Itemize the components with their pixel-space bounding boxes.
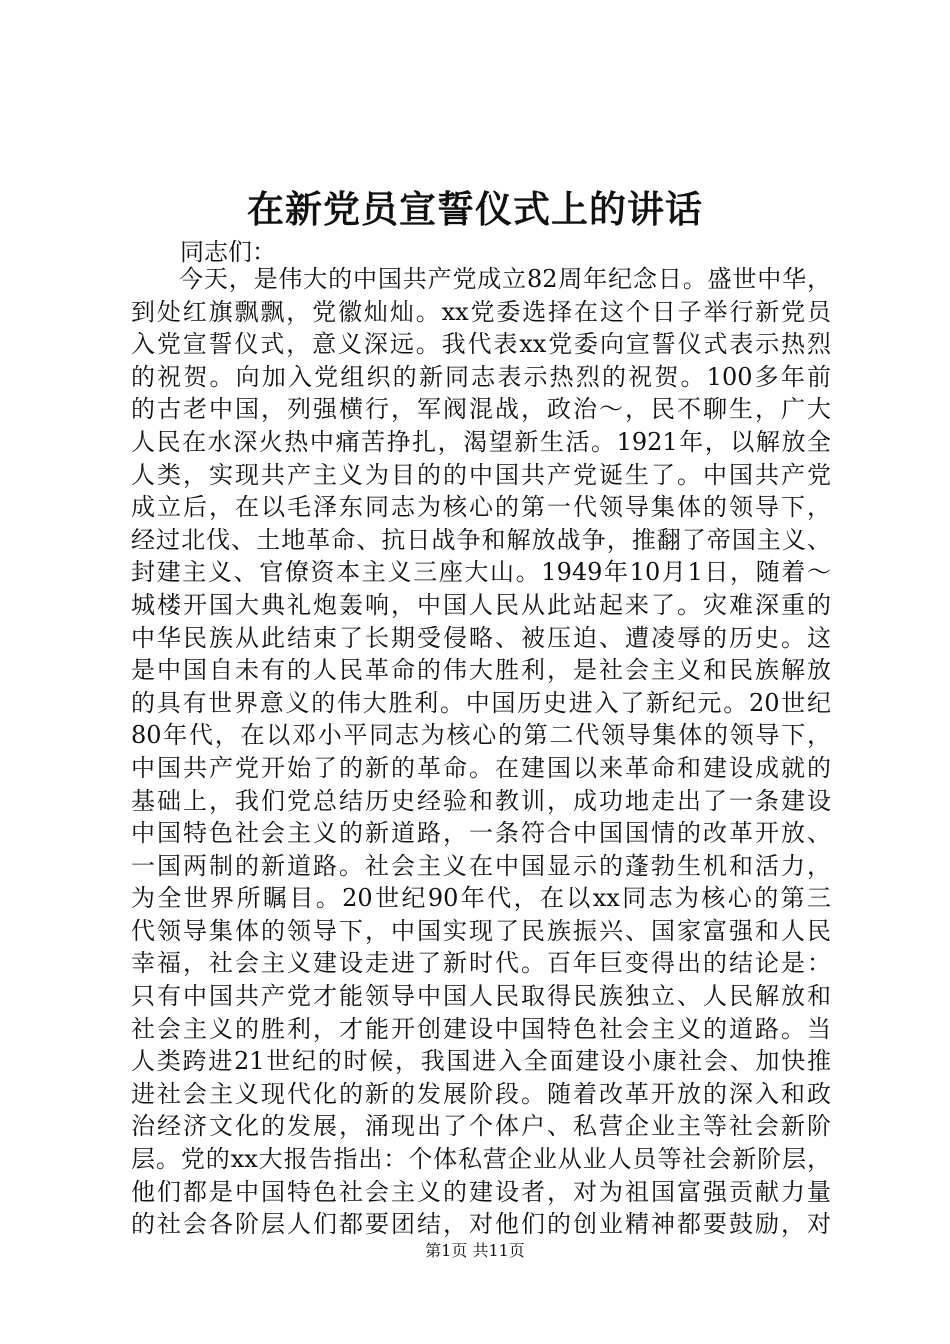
- body-line: 的祝贺。向加入党组织的新同志表示热烈的祝贺。100多年前: [131, 362, 831, 391]
- body-line: 为全世界所瞩目。20世纪90年代，在以xx同志为核心的第三: [131, 884, 831, 913]
- body-line: 中华民族从此结束了长期受侵略、被压迫、遭凌辱的历史。这: [131, 623, 831, 652]
- body-line: 社会主义的胜利，才能开创建设中国特色社会主义的道路。当: [131, 1014, 831, 1043]
- body-line: 进社会主义现代化的新的发展阶段。随着改革开放的深入和政: [131, 1079, 831, 1108]
- body-line: 80年代，在以邓小平同志为核心的第二代领导集体的领导下，: [131, 721, 831, 750]
- body-line: 幸福，社会主义建设走进了新时代。百年巨变得出的结论是：: [131, 949, 831, 978]
- body-line: 入党宣誓仪式，意义深远。我代表xx党委向宣誓仪式表示热烈: [131, 330, 831, 359]
- body-line: 封建主义、官僚资本主义三座大山。1949年10月1日，随着～: [131, 558, 831, 587]
- body-line: 的社会各阶层人们都要团结，对他们的创业精神都要鼓励，对: [131, 1210, 831, 1239]
- salutation: 同志们：: [180, 238, 276, 266]
- body-line: 人类跨进21世纪的时候，我国进入全面建设小康社会、加快推: [131, 1047, 831, 1076]
- body-line: 的具有世界意义的伟大胜利。中国历史进入了新纪元。20世纪: [131, 688, 831, 717]
- body-line: 到处红旗飘飘，党徽灿灿。xx党委选择在这个日子举行新党员: [131, 297, 831, 326]
- document-title: 在新党员宣誓仪式上的讲话: [247, 187, 703, 231]
- body-line: 中国特色社会主义的新道路，一条符合中国国情的改革开放、: [131, 819, 831, 848]
- body-line: 他们都是中国特色社会主义的建设者，对为祖国富强贡献力量: [131, 1177, 831, 1206]
- body-line: 的古老中国，列强横行，军阀混战，政治～，民不聊生，广大: [131, 395, 831, 424]
- body-line: 经过北伐、土地革命、抗日战争和解放战争，推翻了帝国主义、: [131, 525, 831, 554]
- body-line: 人类，实现共产主义为目的的中国共产党诞生了。中国共产党: [131, 460, 831, 489]
- body-line: 基础上，我们党总结历史经验和教训，成功地走出了一条建设: [131, 786, 831, 815]
- body-line: 层。党的xx大报告指出：个体私营企业从业人员等社会新阶层，: [131, 1145, 831, 1174]
- body-line: 只有中国共产党才能领导中国人民取得民族独立、人民解放和: [131, 982, 831, 1011]
- body-line: 今天，是伟大的中国共产党成立82周年纪念日。盛世中华，: [179, 265, 831, 293]
- body-line: 是中国自未有的人民革命的伟大胜利，是社会主义和民族解放: [131, 656, 831, 685]
- body-line: 成立后，在以毛泽东同志为核心的第一代领导集体的领导下，: [131, 493, 831, 522]
- page-number-footer: 第1页 共11页: [425, 1241, 525, 1260]
- body-line: 人民在水深火热中痛苦挣扎，渴望新生活。1921年，以解放全: [131, 427, 831, 456]
- body-line: 治经济文化的发展，涌现出了个体户、私营企业主等社会新阶: [131, 1112, 831, 1141]
- speech-body: [131, 263, 831, 1241]
- body-line: 中国共产党开始了的新的革命。在建国以来革命和建设成就的: [131, 753, 831, 782]
- body-line: 代领导集体的领导下，中国实现了民族振兴、国家富强和人民: [131, 916, 831, 945]
- body-line: 城楼开国大典礼炮轰响，中国人民从此站起来了。灾难深重的: [131, 590, 831, 619]
- body-line: 一国两制的新道路。社会主义在中国显示的蓬勃生机和活力，: [131, 851, 831, 880]
